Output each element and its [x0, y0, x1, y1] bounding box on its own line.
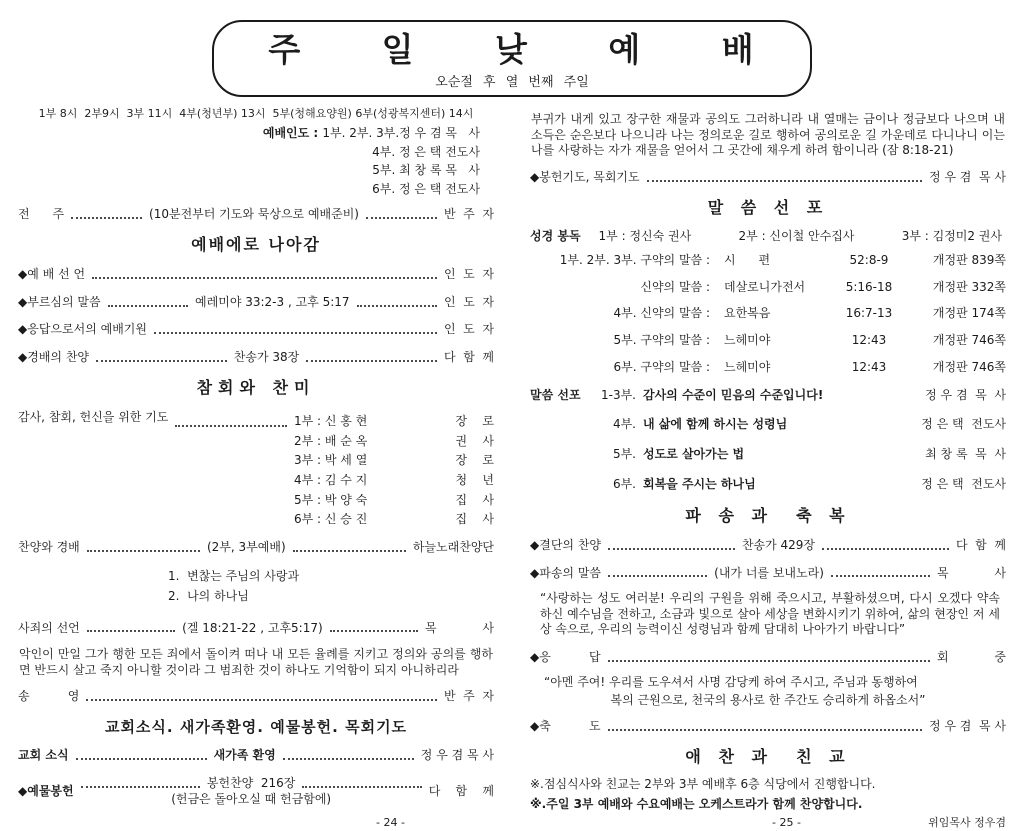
fellowship-note: ※.점심식사와 친교는 2부와 3부 예배후 6층 식당에서 진행합니다.: [530, 777, 876, 792]
row-right: 다 함 께: [428, 783, 494, 798]
dotted-leader: [608, 722, 922, 730]
row-middle: (10분전부터 기도와 묵상으로 예배준비): [149, 206, 359, 221]
row-middle: 찬송가 38장: [233, 349, 300, 364]
row-label: 전 주: [18, 206, 65, 221]
dotted-leader: [86, 693, 437, 701]
response-quote: 복의 근원으로, 천국의 용사로 한 주간도 승리하게 하옵소서”: [610, 693, 926, 708]
row-right: 인 도 자: [443, 322, 494, 337]
dotted-leader: [822, 542, 949, 550]
row-right: 인 도 자: [443, 294, 495, 309]
service-schedule: 1부 8시 2부9시 3부 11시 4부(청년부) 13시 5부(청해요양원) 6부(성광복지센터) 14시: [38, 107, 474, 120]
doxology-row: [18, 689, 494, 705]
row-label: 송 영: [18, 689, 80, 704]
prayer-leaders-row: [18, 410, 494, 532]
row-label: ◆결단의 찬양: [530, 537, 602, 552]
row-right: 인 도 자: [443, 267, 494, 282]
row-middle: 예레미야 33:2-3 , 고후 5:17: [195, 294, 350, 309]
prayer-leader: 3부 : 박 세 열 장 로: [294, 453, 494, 468]
worship-leader-line: 6부. 정 은 택 전도사: [372, 182, 480, 197]
readers-list: [581, 229, 1006, 245]
row-right: 정 우 겸 목 사: [420, 748, 494, 763]
row-middle: 찬송가 429장: [741, 537, 816, 552]
praise-worship-row: [18, 540, 494, 556]
offering-middle: [74, 776, 429, 807]
dotted-leader: [366, 210, 437, 218]
dotted-leader: [306, 354, 437, 362]
dotted-leader: [81, 780, 200, 788]
sermon-row: 말씀 선포 1-3부. 감사의 수준이 믿음의 수준입니다! 정 우 겸 목 사: [530, 387, 1006, 402]
readers-label: 성경 봉독: [530, 229, 581, 244]
dotted-leader: [357, 298, 437, 306]
reading-row: 6부. 구약의 말씀 : 느헤미야 12:43 개정판 746쪽: [613, 359, 1006, 374]
worship-leaders: [18, 123, 494, 200]
pastor-signature: 위임목사 정우겸: [928, 816, 1006, 830]
section-header-sending: 파 송 과 축 복: [685, 506, 851, 526]
row-right: 반 주 자: [443, 206, 494, 221]
liturgy-row-calling: [18, 295, 494, 311]
offering-hymn: 봉헌찬양 216장: [206, 776, 296, 791]
row-middle: (겔 18:21-22 , 고후5:17): [182, 620, 323, 635]
section-header-approach: 예배에로 나아감: [191, 235, 321, 255]
hymn-list: [168, 565, 494, 608]
row-label: ◆예물봉헌: [18, 783, 74, 798]
reading-row: 4부. 신약의 말씀 : 요한복음 16:7-13 개정판 174쪽: [613, 306, 1006, 321]
benediction-row: [530, 719, 1006, 735]
right-page: [530, 107, 1006, 831]
liturgy-row-praise: [18, 350, 494, 366]
row-right: 목 사: [937, 565, 1006, 580]
worship-leader-prefix: 예배인도 :: [262, 126, 323, 141]
dotted-leader: [330, 624, 418, 632]
reader: 3부 : 김정미2 권사: [901, 229, 1002, 244]
row-right: 하늘노래찬양단: [412, 539, 495, 554]
row-label: ◆부르심의 말씀: [18, 294, 101, 309]
row-right: 다 함 께: [955, 537, 1006, 552]
worship-leader-line: 4부. 정 은 택 전도사: [372, 144, 480, 159]
offering-prayer-row: [530, 170, 1006, 186]
offering-note: (헌금은 돌아오실 때 헌금함에): [171, 791, 332, 806]
fellowship-notes: [530, 773, 1006, 816]
bulletin-subtitle: 오순절 후 열 번째 주일: [435, 75, 589, 90]
prayer-leader: 6부 : 신 승 진 집 사: [294, 512, 494, 527]
reading-row: 신약의 말씀 : 데살로니가전서 5:16-18 개정판 332쪽: [640, 279, 1006, 294]
fellowship-note: ※.주일 3부 예배와 수요예배는 오케스트라가 함께 찬양합니다.: [530, 796, 863, 811]
sending-word-row: [530, 566, 1006, 582]
reading-row: 1부. 2부. 3부. 구약의 말씀 : 시 편 52:8-9 개정판 839쪽: [559, 253, 1006, 268]
dotted-leader: [87, 624, 175, 632]
bulletin-title-box: [212, 20, 812, 97]
row-label: 교회 소식: [18, 748, 69, 763]
church-news-row: [18, 748, 494, 764]
response-row: [530, 650, 1006, 666]
hymn-item: 2. 나의 하나님: [168, 588, 249, 603]
prayer-leader: 4부 : 김 수 지 청 년: [294, 473, 494, 488]
left-page: [18, 107, 494, 831]
right-page-footer: [530, 816, 1006, 830]
liturgy-row-declaration: [18, 267, 494, 283]
dotted-leader: [87, 544, 200, 552]
sermon-label: 말씀 선포: [530, 387, 581, 402]
bulletin-title: 주 일 낮 예 배: [268, 30, 756, 69]
dotted-leader: [608, 654, 930, 662]
prayer-leader: 1부 : 신 홍 현 장 로: [294, 414, 494, 429]
scripture-readers-row: [530, 229, 1006, 245]
dotted-leader: [608, 569, 707, 577]
opening-scripture-text: 부귀가 내게 있고 장구한 재물과 공의도 그러하니라 내 열매는 금이나 정금보다 나으며 내 소득은 순은보다 나으니라 나는 정의로운 길로 행하여 공의로운 길 가운데로 다니나니 이는 나를 사랑하는 자가 재물을 얻어서 그 곳간에 채우게 하려 함이니라 (잠 8:18-21): [531, 112, 1005, 158]
dotted-leader: [647, 174, 922, 182]
row-right: 반 주 자: [443, 689, 494, 704]
section-header-announcements: 교회소식. 새가족환영. 예물봉헌. 목회기도: [104, 717, 408, 736]
prayer-leader: 2부 : 배 순 옥 권 사: [294, 433, 494, 448]
dotted-leader: [302, 780, 421, 788]
row-middle: (내가 너를 보내노라): [714, 565, 824, 580]
row-label: ◆봉헌기도, 목회기도: [530, 169, 640, 184]
offering-row: [18, 776, 494, 807]
row-right: 다 함 께: [443, 349, 495, 364]
row-label: ◆응 답: [530, 649, 601, 664]
row-right: 목 사: [425, 620, 494, 635]
dotted-leader: [283, 752, 414, 760]
dotted-leader: [175, 419, 287, 427]
row-label: ◆축 도: [530, 718, 601, 733]
row-label: ◆응답으로서의 예배기원: [18, 322, 147, 337]
dotted-leader: [293, 544, 406, 552]
absolution-row: [18, 621, 494, 637]
response-quote: “아멘 주여! 우리를 도우셔서 사명 감당케 하여 주시고, 주님과 동행하여: [544, 675, 918, 690]
row-label: ◆예 배 선 언: [18, 267, 86, 282]
dotted-leader: [71, 210, 142, 218]
sending-quote: “사랑하는 성도 여러분! 우리의 구원을 위해 죽으시고, 부활하셨으며, 다시 오겠다 약속하신 예수님을 전하고, 소금과 빛으로 살아 세상을 변화시키기 위하여, 삶의 현장인 저 세상 속으로, 우리의 능력이신 성령님과 함께 담대히 나아가기 바랍니다”: [540, 591, 1000, 637]
prayer-leader-list: [294, 410, 494, 532]
row-label: ◆경배의 찬양: [18, 349, 90, 364]
sermon-row: 6부. 회복을 주시는 하나님 정 은 택 전도사: [612, 476, 1006, 491]
row-right: 정 우 겸 목 사: [928, 718, 1006, 733]
dotted-leader: [96, 354, 227, 362]
reading-row: 5부. 구약의 말씀 : 느헤미야 12:43 개정판 746쪽: [613, 333, 1006, 348]
row-middle: (2부, 3부예배): [207, 539, 286, 554]
page-number-right: - 25 -: [772, 816, 801, 830]
sermon-row: 4부. 내 삶에 함께 하시는 성령님 정 은 택 전도사: [612, 417, 1006, 432]
dotted-leader: [108, 298, 188, 306]
row-middle: 새가족 환영: [213, 748, 276, 763]
prelude-row: [18, 207, 494, 223]
row-label: ◆파송의 말씀: [530, 565, 602, 580]
dotted-leader: [831, 569, 930, 577]
row-label: 찬양와 경배: [18, 539, 80, 554]
row-right: 정 우 겸 목 사: [928, 169, 1006, 184]
hymn-item: 1. 변찮는 주님의 사랑과: [168, 569, 300, 584]
worship-leader-line: 예배인도 : 1부. 2부. 3부.정 우 겸 목 사: [262, 126, 480, 141]
dotted-leader: [76, 752, 207, 760]
prayer-leader: 5부 : 박 양 숙 집 사: [294, 492, 494, 507]
dotted-leader: [608, 542, 735, 550]
worship-leader-line: 5부. 최 창 록 목 사: [372, 163, 480, 178]
reader: 2부 : 신이철 안수집사: [738, 229, 855, 244]
page-number-left: - 24 -: [376, 816, 405, 830]
section-header-sermon: 말 씀 선 포: [707, 198, 829, 218]
row-label: 사죄의 선언: [18, 620, 80, 635]
reader: 1부 : 정신숙 권사: [598, 229, 692, 244]
dotted-leader: [154, 326, 437, 334]
row-right: 회 중: [937, 649, 1006, 664]
section-header-fellowship: 애 찬 과 친 교: [685, 747, 851, 767]
row-label: 감사, 참회, 헌신을 위한 기도: [18, 410, 169, 425]
sermon-row: 5부. 성도로 살아가는 법 최 창 록 목 사: [612, 446, 1006, 461]
commitment-hymn-row: [530, 538, 1006, 554]
section-header-confession: 참회와 찬미: [196, 378, 316, 398]
liturgy-row-invocation: [18, 322, 494, 338]
confession-scripture-text: 악인이 만일 그가 행한 모든 죄에서 돌이켜 떠나 내 모든 율례를 지키고 정의와 공의를 행하면 반드시 살고 죽지 아니할 것이라 그 범죄한 것이 하나도 기억함이 되지 아니하리라: [19, 647, 493, 677]
dotted-leader: [92, 271, 437, 279]
